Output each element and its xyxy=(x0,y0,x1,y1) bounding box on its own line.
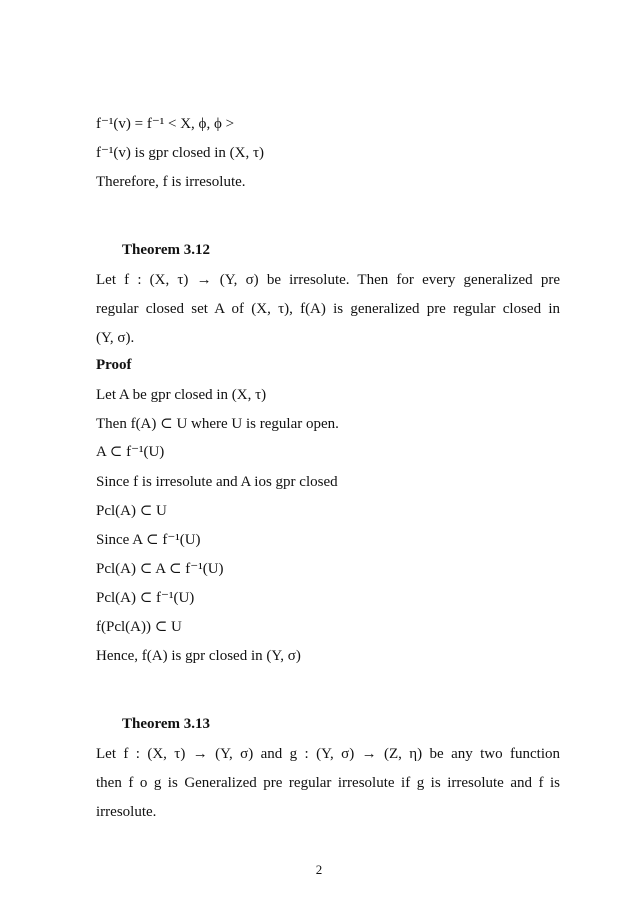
proof-line: Hence, f(A) is gpr closed in (Y, σ) xyxy=(96,648,301,664)
text-line: f⁻¹(v) is gpr closed in (X, τ) xyxy=(96,145,264,161)
proof-heading: Proof xyxy=(96,357,132,373)
theorem-statement-line: Let f : (X, τ) → (Y, σ) and g : (Y, σ) → (Z, η) be any two function xyxy=(96,746,560,762)
theorem-statement-line: then f o g is Generalized pre regular irresolute if g is irresolute and f is xyxy=(96,775,560,791)
proof-line: A ⊂ f⁻¹(U) xyxy=(96,444,165,460)
theorem-heading: Theorem 3.12 xyxy=(122,242,211,258)
text-line: Therefore, f is irresolute. xyxy=(96,174,246,190)
equation-line: f⁻¹(v) = f⁻¹ < X, ϕ, ϕ > xyxy=(96,116,235,132)
proof-line: Since A ⊂ f⁻¹(U) xyxy=(96,532,201,548)
proof-line: Pcl(A) ⊂ U xyxy=(96,503,167,519)
theorem-statement-line: (Y, σ). xyxy=(96,330,135,346)
proof-line: Since f is irresolute and A ios gpr closed xyxy=(96,474,338,490)
theorem-statement-line: Let f : (X, τ) → (Y, σ) be irresolute. Then for every generalized pre xyxy=(96,272,560,288)
page-number: 2 xyxy=(315,862,323,877)
proof-line: Pcl(A) ⊂ A ⊂ f⁻¹(U) xyxy=(96,561,224,577)
proof-line: Then f(A) ⊂ U where U is regular open. xyxy=(96,416,339,432)
theorem-heading: Theorem 3.13 xyxy=(122,716,211,732)
proof-line: Let A be gpr closed in (X, τ) xyxy=(96,387,267,403)
proof-line: Pcl(A) ⊂ f⁻¹(U) xyxy=(96,590,195,606)
theorem-statement-line: irresolute. xyxy=(96,804,157,820)
proof-line: f(Pcl(A)) ⊂ U xyxy=(96,619,182,635)
theorem-statement-line: regular closed set A of (X, τ), f(A) is generalized pre regular closed in xyxy=(96,301,560,317)
